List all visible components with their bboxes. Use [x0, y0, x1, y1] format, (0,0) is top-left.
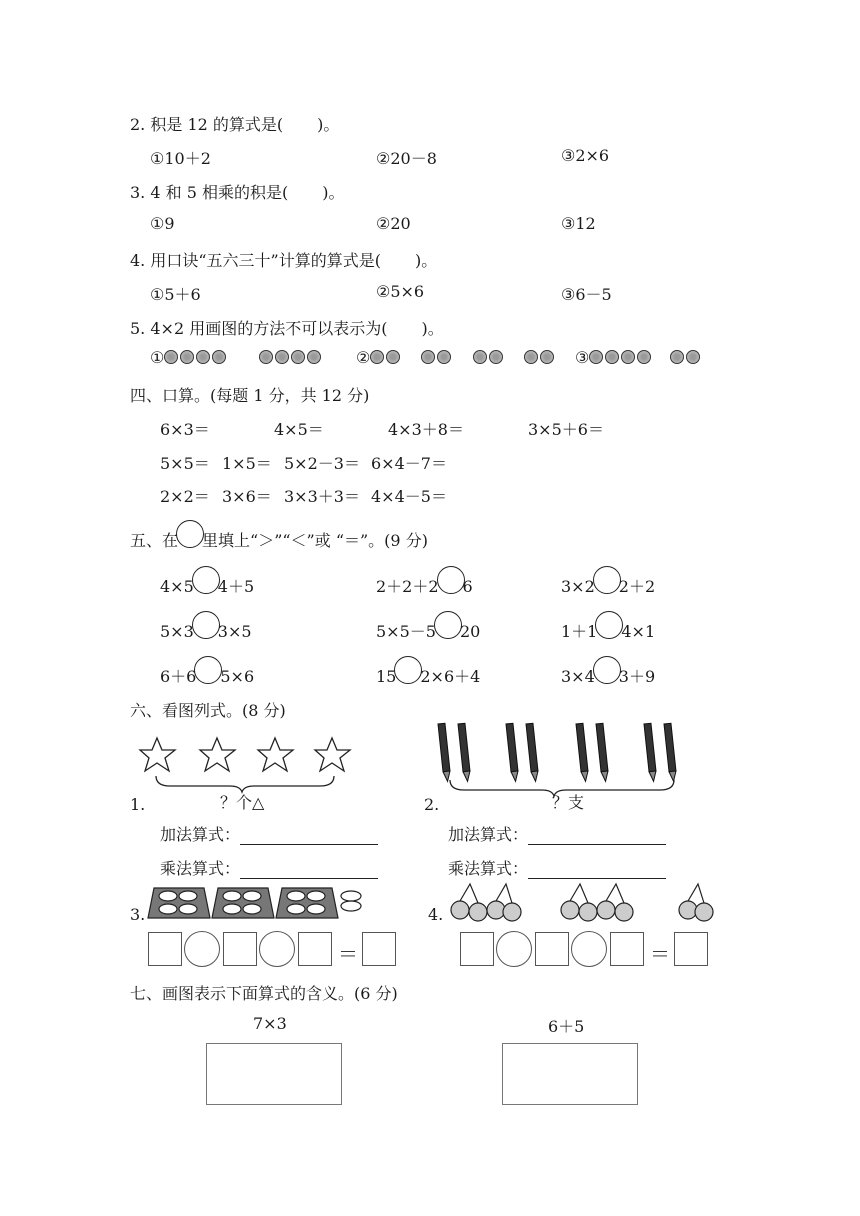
answer-square[interactable]: [535, 932, 569, 966]
compare-circle[interactable]: [434, 611, 462, 639]
drawing-box-2[interactable]: [502, 1043, 638, 1105]
calc-item[interactable]: 1×5＝: [222, 454, 272, 473]
answer-square[interactable]: [460, 932, 494, 966]
operator-circle[interactable]: [184, 931, 220, 967]
compare-item: 15 2×6＋4: [376, 664, 480, 692]
q5-option-2[interactable]: ②: [356, 348, 556, 367]
mul-equation-2: 乘法算式：: [448, 856, 666, 879]
compare-item: 5×5－5 20: [376, 619, 480, 647]
circle-icon: [176, 520, 204, 548]
answer-line[interactable]: [528, 862, 666, 879]
calc-item[interactable]: 3×5＋6＝: [528, 420, 604, 439]
q2-option-1[interactable]: ①10＋2: [150, 149, 211, 168]
answer-line[interactable]: [528, 828, 666, 845]
compare-circle[interactable]: [593, 566, 621, 594]
problem-1-number: 1.: [130, 795, 146, 814]
q3-stem: 3. 4 和 5 相乘的积是( )。: [130, 183, 345, 202]
problem-2-number: 2.: [424, 795, 440, 814]
compare-circle[interactable]: [192, 566, 220, 594]
pens-picture: [430, 720, 690, 800]
q3-option-2[interactable]: ②20: [376, 214, 411, 233]
answer-square[interactable]: [610, 932, 644, 966]
answer-square[interactable]: [674, 932, 708, 966]
equals-sign: ＝: [338, 942, 358, 966]
mul-equation-1: 乘法算式：: [160, 856, 378, 879]
q2-stem: 2. 积是 12 的算式是( )。: [130, 115, 340, 134]
q4-option-2[interactable]: ②5×6: [376, 282, 425, 301]
compare-circle[interactable]: [595, 611, 623, 639]
calc-item[interactable]: 5×2－3＝: [284, 454, 360, 473]
answer-line[interactable]: [240, 828, 378, 845]
compare-circle[interactable]: [593, 656, 621, 684]
answer-square[interactable]: [362, 932, 396, 966]
stars-picture: [140, 730, 370, 790]
calc-item[interactable]: 4×4－5＝: [371, 487, 447, 506]
drawing-box-1[interactable]: [206, 1043, 342, 1105]
section-4-heading: 四、口算。(每题 1 分，共 12 分): [130, 386, 370, 405]
operator-circle[interactable]: [496, 931, 532, 967]
compare-item: 6＋6 5×6: [160, 664, 254, 692]
calc-item[interactable]: 6×4－7＝: [371, 454, 447, 473]
add-equation-1: 加法算式：: [160, 822, 378, 845]
compare-item: 2＋2＋2 6: [376, 574, 473, 602]
answer-square[interactable]: [148, 932, 182, 966]
section-5-heading: 五、在 里填上“＞”“＜”或 “＝”。(9 分): [130, 528, 428, 556]
q2-option-3[interactable]: ③2×6: [561, 146, 610, 165]
compare-item: 1＋1 4×1: [561, 619, 655, 647]
q3-option-3[interactable]: ③12: [561, 214, 596, 233]
compare-item: 5×3 3×5: [160, 619, 252, 647]
problem-4-number: 4.: [428, 905, 444, 924]
calc-item[interactable]: 5×5＝: [160, 454, 210, 473]
q5-option-1[interactable]: ①: [150, 348, 323, 367]
cherries-picture: [448, 880, 718, 924]
q4-option-1[interactable]: ①5＋6: [150, 285, 201, 304]
operator-circle[interactable]: [571, 931, 607, 967]
operator-circle[interactable]: [259, 931, 295, 967]
answer-square[interactable]: [223, 932, 257, 966]
answer-square[interactable]: [298, 932, 332, 966]
compare-item: 4×5 4＋5: [160, 574, 254, 602]
q5-stem: 5. 4×2 用画图的方法不可以表示为( )。: [130, 319, 444, 338]
section-7-heading: 七、画图表示下面算式的含义。(6 分): [130, 984, 398, 1003]
trays-picture: [148, 884, 368, 924]
calc-item[interactable]: 3×3＋3＝: [284, 487, 360, 506]
q5-option-3[interactable]: ③: [575, 348, 702, 367]
compare-item: 3×4 3＋9: [561, 664, 655, 692]
q3-option-1[interactable]: ①9: [150, 214, 175, 233]
q4-option-3[interactable]: ③6－5: [561, 285, 612, 304]
calc-item[interactable]: 3×6＝: [222, 487, 272, 506]
equals-sign: ＝: [650, 942, 670, 966]
drawing-expression-1: 7×3: [253, 1014, 287, 1033]
calc-item[interactable]: 2×2＝: [160, 487, 210, 506]
q4-stem: 4. 用口诀“五六三十”计算的算式是( )。: [130, 251, 438, 270]
compare-circle[interactable]: [437, 566, 465, 594]
calc-item[interactable]: 4×5＝: [274, 420, 324, 439]
answer-line[interactable]: [240, 862, 378, 879]
compare-circle[interactable]: [194, 656, 222, 684]
q2-option-2[interactable]: ②20－8: [376, 149, 437, 168]
brace-label-2: ？支: [552, 793, 585, 812]
calc-item[interactable]: 4×3＋8＝: [388, 420, 464, 439]
brace-label-1: ？个△: [220, 793, 265, 812]
compare-item: 3×2 2＋2: [561, 574, 655, 602]
drawing-expression-2: 6＋5: [548, 1017, 585, 1036]
problem-3-number: 3.: [130, 905, 146, 924]
calc-item[interactable]: 6×3＝: [160, 420, 210, 439]
compare-circle[interactable]: [394, 656, 422, 684]
compare-circle[interactable]: [192, 611, 220, 639]
section-6-heading: 六、看图列式。(8 分): [130, 701, 286, 720]
add-equation-2: 加法算式：: [448, 822, 666, 845]
